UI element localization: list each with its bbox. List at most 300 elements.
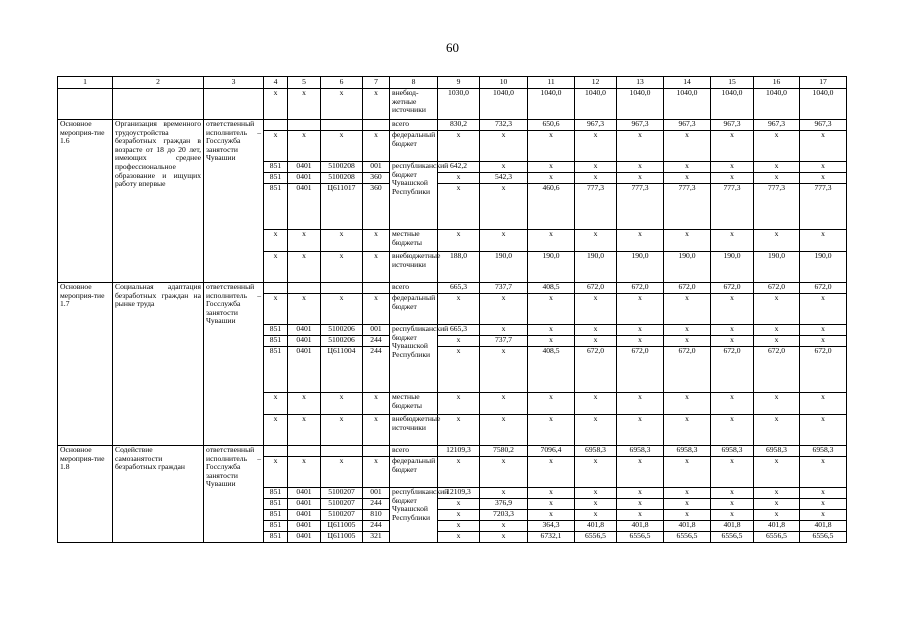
- value-cell: 1040,0: [617, 89, 664, 120]
- code-cell: Ц611005: [321, 532, 363, 543]
- value-cell: 650,6: [528, 120, 575, 131]
- source-cell: республиканский бюджет Чувашской Республики: [390, 162, 438, 230]
- value-cell: х: [754, 336, 800, 347]
- value-cell: х: [575, 131, 617, 162]
- value-cell: х: [480, 488, 528, 499]
- source-cell: местные бюджеты: [390, 393, 438, 415]
- code-cell: 0401: [288, 325, 321, 336]
- code-cell: х: [363, 252, 390, 283]
- value-cell: х: [617, 173, 664, 184]
- code-cell: х: [321, 252, 363, 283]
- column-header: 6: [321, 77, 363, 89]
- value-cell: 190,0: [617, 252, 664, 283]
- value-cell: х: [575, 510, 617, 521]
- value-cell: 401,8: [617, 521, 664, 532]
- column-header: 5: [288, 77, 321, 89]
- value-cell: х: [528, 131, 575, 162]
- empty-cell: [321, 283, 363, 294]
- value-cell: х: [438, 184, 480, 230]
- code-cell: 5100208: [321, 173, 363, 184]
- code-cell: х: [264, 393, 288, 415]
- section-title: Основное мероприя-тие 1.7: [58, 283, 113, 446]
- value-cell: 1030,0: [438, 89, 480, 120]
- value-cell: х: [438, 336, 480, 347]
- source-cell: федеральный бюджет: [390, 457, 438, 488]
- source-cell: внебюджетные источники: [390, 415, 438, 446]
- value-cell: х: [528, 488, 575, 499]
- value-cell: х: [800, 173, 847, 184]
- budget-table: [57, 76, 847, 543]
- value-cell: х: [711, 336, 754, 347]
- column-header: 13: [617, 77, 664, 89]
- value-cell: х: [480, 294, 528, 325]
- code-cell: х: [264, 252, 288, 283]
- value-cell: 672,0: [754, 283, 800, 294]
- value-cell: х: [438, 415, 480, 446]
- value-cell: 190,0: [800, 252, 847, 283]
- code-cell: х: [321, 294, 363, 325]
- section-title: Основное мероприя-тие 1.6: [58, 120, 113, 283]
- value-cell: х: [575, 173, 617, 184]
- code-cell: 244: [363, 336, 390, 347]
- value-cell: 6556,5: [800, 532, 847, 543]
- code-cell: х: [363, 89, 390, 120]
- value-cell: х: [575, 294, 617, 325]
- column-header: 12: [575, 77, 617, 89]
- value-cell: х: [617, 325, 664, 336]
- value-cell: 364,3: [528, 521, 575, 532]
- empty-cell: [288, 120, 321, 131]
- value-cell: х: [480, 230, 528, 252]
- column-header: 9: [438, 77, 480, 89]
- value-cell: х: [664, 336, 711, 347]
- value-cell: х: [800, 294, 847, 325]
- code-cell: 001: [363, 162, 390, 173]
- value-cell: х: [711, 131, 754, 162]
- section-description: Социальная адаптация безработных граждан на рынке труда: [113, 283, 204, 446]
- value-cell: 6958,3: [575, 446, 617, 457]
- value-cell: х: [617, 162, 664, 173]
- value-cell: х: [617, 131, 664, 162]
- code-cell: 851: [264, 521, 288, 532]
- code-cell: 321: [363, 532, 390, 543]
- column-header: 16: [754, 77, 800, 89]
- code-cell: Ц611017: [321, 184, 363, 230]
- value-cell: х: [480, 521, 528, 532]
- value-cell: 6958,3: [711, 446, 754, 457]
- value-cell: х: [617, 499, 664, 510]
- value-cell: х: [575, 336, 617, 347]
- value-cell: х: [575, 457, 617, 488]
- value-cell: 6556,5: [754, 532, 800, 543]
- value-cell: 672,0: [617, 283, 664, 294]
- code-cell: х: [321, 230, 363, 252]
- empty-cell: [321, 446, 363, 457]
- value-cell: х: [711, 510, 754, 521]
- value-cell: х: [754, 230, 800, 252]
- code-cell: 851: [264, 510, 288, 521]
- empty-cell: [321, 120, 363, 131]
- table-body: [58, 77, 847, 543]
- code-cell: х: [321, 393, 363, 415]
- empty-cell: [288, 283, 321, 294]
- column-header: 2: [113, 77, 204, 89]
- responsible-executor: ответственный исполнитель – Госслужба занятости Чувашии: [204, 283, 264, 446]
- code-cell: 851: [264, 347, 288, 393]
- column-header: 3: [204, 77, 264, 89]
- code-cell: Ц611005: [321, 521, 363, 532]
- value-cell: х: [754, 488, 800, 499]
- code-cell: 244: [363, 347, 390, 393]
- value-cell: 7096,4: [528, 446, 575, 457]
- value-cell: 7580,2: [480, 446, 528, 457]
- value-cell: 401,8: [575, 521, 617, 532]
- code-cell: х: [288, 230, 321, 252]
- code-cell: 851: [264, 184, 288, 230]
- value-cell: х: [664, 230, 711, 252]
- value-cell: х: [480, 184, 528, 230]
- code-cell: х: [288, 252, 321, 283]
- code-cell: 851: [264, 162, 288, 173]
- value-cell: 12109,3: [438, 446, 480, 457]
- empty-cell: [113, 89, 204, 120]
- value-cell: х: [800, 415, 847, 446]
- value-cell: х: [617, 488, 664, 499]
- code-cell: х: [363, 457, 390, 488]
- value-cell: 777,3: [617, 184, 664, 230]
- value-cell: 6958,3: [664, 446, 711, 457]
- value-cell: х: [480, 415, 528, 446]
- value-cell: 401,8: [754, 521, 800, 532]
- code-cell: х: [288, 415, 321, 446]
- value-cell: х: [800, 162, 847, 173]
- code-cell: 001: [363, 488, 390, 499]
- section-total-row: [58, 120, 847, 131]
- value-cell: х: [711, 162, 754, 173]
- value-cell: х: [438, 521, 480, 532]
- value-cell: 1040,0: [664, 89, 711, 120]
- code-cell: х: [264, 294, 288, 325]
- value-cell: 967,3: [800, 120, 847, 131]
- code-cell: х: [363, 294, 390, 325]
- value-cell: х: [528, 510, 575, 521]
- code-cell: 5100208: [321, 162, 363, 173]
- value-cell: х: [438, 173, 480, 184]
- value-cell: 401,8: [711, 521, 754, 532]
- code-cell: 360: [363, 184, 390, 230]
- value-cell: х: [800, 510, 847, 521]
- section-description: Организация временного трудоустройства безработных граждан в возрасте от 18 до 20 лет, имеющих среднее профессиональное образование и ищущих работу впервые: [113, 120, 204, 283]
- value-cell: 967,3: [664, 120, 711, 131]
- value-cell: 1040,0: [754, 89, 800, 120]
- value-cell: 672,0: [664, 283, 711, 294]
- value-cell: х: [438, 294, 480, 325]
- code-cell: 0401: [288, 162, 321, 173]
- value-cell: 190,0: [711, 252, 754, 283]
- value-cell: 190,0: [528, 252, 575, 283]
- column-header: 17: [800, 77, 847, 89]
- value-cell: 672,0: [800, 347, 847, 393]
- value-cell: х: [438, 230, 480, 252]
- code-cell: 0401: [288, 499, 321, 510]
- value-cell: х: [754, 325, 800, 336]
- code-cell: 851: [264, 532, 288, 543]
- code-cell: 5100207: [321, 510, 363, 521]
- value-cell: 190,0: [664, 252, 711, 283]
- value-cell: 1040,0: [800, 89, 847, 120]
- column-header: 7: [363, 77, 390, 89]
- value-cell: 672,0: [711, 347, 754, 393]
- empty-cell: [363, 446, 390, 457]
- value-cell: 188,0: [438, 252, 480, 283]
- value-cell: 6958,3: [754, 446, 800, 457]
- code-cell: х: [363, 393, 390, 415]
- value-cell: х: [480, 131, 528, 162]
- value-cell: х: [528, 336, 575, 347]
- value-cell: х: [800, 131, 847, 162]
- source-cell: внебюд-жетные источники: [390, 89, 438, 120]
- column-header: 15: [711, 77, 754, 89]
- value-cell: х: [711, 415, 754, 446]
- value-cell: х: [711, 230, 754, 252]
- value-cell: х: [754, 415, 800, 446]
- column-header: 10: [480, 77, 528, 89]
- source-cell: местные бюджеты: [390, 230, 438, 252]
- value-cell: х: [664, 393, 711, 415]
- source-cell: всего: [390, 446, 438, 457]
- empty-cell: [264, 120, 288, 131]
- value-cell: 732,3: [480, 120, 528, 131]
- value-cell: х: [528, 499, 575, 510]
- value-cell: 6556,5: [617, 532, 664, 543]
- value-cell: 777,3: [664, 184, 711, 230]
- value-cell: х: [528, 457, 575, 488]
- code-cell: х: [363, 415, 390, 446]
- value-cell: х: [617, 415, 664, 446]
- source-cell: всего: [390, 120, 438, 131]
- code-cell: х: [264, 415, 288, 446]
- value-cell: 6958,3: [800, 446, 847, 457]
- value-cell: х: [528, 415, 575, 446]
- value-cell: х: [528, 393, 575, 415]
- code-cell: х: [264, 89, 288, 120]
- value-cell: 672,0: [800, 283, 847, 294]
- code-cell: х: [264, 457, 288, 488]
- column-header: 14: [664, 77, 711, 89]
- value-cell: х: [800, 393, 847, 415]
- value-cell: 672,0: [664, 347, 711, 393]
- value-cell: 967,3: [754, 120, 800, 131]
- value-cell: 967,3: [617, 120, 664, 131]
- value-cell: 672,0: [754, 347, 800, 393]
- value-cell: х: [800, 325, 847, 336]
- value-cell: 672,0: [711, 283, 754, 294]
- value-cell: х: [617, 336, 664, 347]
- empty-cell: [363, 283, 390, 294]
- value-cell: х: [800, 336, 847, 347]
- value-cell: х: [480, 325, 528, 336]
- section-title: Основное мероприя-тие 1.8: [58, 446, 113, 543]
- value-cell: 642,2: [438, 162, 480, 173]
- value-cell: х: [711, 393, 754, 415]
- value-cell: 665,3: [438, 283, 480, 294]
- value-cell: 830,2: [438, 120, 480, 131]
- value-cell: 672,0: [575, 347, 617, 393]
- column-header: 11: [528, 77, 575, 89]
- code-cell: х: [321, 457, 363, 488]
- code-cell: 0401: [288, 532, 321, 543]
- source-cell: федеральный бюджет: [390, 131, 438, 162]
- value-cell: х: [664, 488, 711, 499]
- value-cell: х: [480, 347, 528, 393]
- value-cell: х: [617, 393, 664, 415]
- value-cell: 672,0: [617, 347, 664, 393]
- code-cell: х: [288, 89, 321, 120]
- value-cell: х: [664, 325, 711, 336]
- value-cell: х: [664, 510, 711, 521]
- value-cell: х: [480, 393, 528, 415]
- code-cell: х: [288, 457, 321, 488]
- code-cell: 0401: [288, 521, 321, 532]
- empty-cell: [204, 89, 264, 120]
- value-cell: 7203,3: [480, 510, 528, 521]
- value-cell: х: [754, 393, 800, 415]
- value-cell: х: [800, 457, 847, 488]
- code-cell: 851: [264, 173, 288, 184]
- empty-cell: [288, 446, 321, 457]
- empty-cell: [264, 446, 288, 457]
- empty-cell: [264, 283, 288, 294]
- header-row: [58, 77, 847, 89]
- page-number: 60: [446, 40, 459, 55]
- source-cell: республиканский бюджет Чувашской Республики: [390, 488, 438, 543]
- value-cell: х: [711, 173, 754, 184]
- value-cell: х: [754, 499, 800, 510]
- value-cell: х: [711, 325, 754, 336]
- value-cell: х: [528, 230, 575, 252]
- source-cell: внебюджетные источники: [390, 252, 438, 283]
- value-cell: 967,3: [575, 120, 617, 131]
- value-cell: х: [480, 532, 528, 543]
- code-cell: 0401: [288, 510, 321, 521]
- value-cell: х: [664, 173, 711, 184]
- value-cell: х: [664, 162, 711, 173]
- code-cell: х: [288, 131, 321, 162]
- value-cell: х: [575, 488, 617, 499]
- value-cell: х: [754, 131, 800, 162]
- value-cell: х: [800, 499, 847, 510]
- column-header: 4: [264, 77, 288, 89]
- code-cell: х: [264, 131, 288, 162]
- value-cell: 408,5: [528, 347, 575, 393]
- value-cell: х: [711, 499, 754, 510]
- code-cell: х: [264, 230, 288, 252]
- value-cell: х: [575, 230, 617, 252]
- value-cell: х: [438, 499, 480, 510]
- column-header: 8: [390, 77, 438, 89]
- value-cell: х: [528, 325, 575, 336]
- value-cell: х: [617, 457, 664, 488]
- value-cell: х: [528, 162, 575, 173]
- value-cell: 6958,3: [617, 446, 664, 457]
- value-cell: х: [528, 294, 575, 325]
- code-cell: х: [288, 294, 321, 325]
- section-description: Содействие самозанятости безработных граждан: [113, 446, 204, 543]
- value-cell: х: [438, 347, 480, 393]
- code-cell: 851: [264, 499, 288, 510]
- value-cell: х: [617, 294, 664, 325]
- code-cell: 0401: [288, 336, 321, 347]
- code-cell: 5100206: [321, 325, 363, 336]
- value-cell: 408,5: [528, 283, 575, 294]
- value-cell: 737,7: [480, 283, 528, 294]
- value-cell: 1040,0: [575, 89, 617, 120]
- value-cell: 967,3: [711, 120, 754, 131]
- value-cell: х: [800, 230, 847, 252]
- code-cell: х: [363, 131, 390, 162]
- code-cell: 810: [363, 510, 390, 521]
- value-cell: х: [438, 457, 480, 488]
- value-cell: 737,7: [480, 336, 528, 347]
- code-cell: х: [363, 230, 390, 252]
- code-cell: х: [321, 131, 363, 162]
- value-cell: х: [480, 457, 528, 488]
- code-cell: 0401: [288, 184, 321, 230]
- value-cell: х: [800, 488, 847, 499]
- value-cell: х: [664, 457, 711, 488]
- value-cell: х: [438, 510, 480, 521]
- code-cell: 0401: [288, 173, 321, 184]
- code-cell: 244: [363, 499, 390, 510]
- value-cell: 672,0: [575, 283, 617, 294]
- column-header: 1: [58, 77, 113, 89]
- section-total-row: [58, 446, 847, 457]
- responsible-executor: ответственный исполнитель – Госслужба занятости Чувашии: [204, 446, 264, 543]
- code-cell: 360: [363, 173, 390, 184]
- value-cell: 376,9: [480, 499, 528, 510]
- value-cell: х: [575, 393, 617, 415]
- value-cell: 401,8: [664, 521, 711, 532]
- value-cell: 6732,1: [528, 532, 575, 543]
- value-cell: 6556,5: [711, 532, 754, 543]
- empty-cell: [363, 120, 390, 131]
- value-cell: 12109,3: [438, 488, 480, 499]
- code-cell: х: [321, 89, 363, 120]
- value-cell: х: [664, 499, 711, 510]
- code-cell: 244: [363, 521, 390, 532]
- value-cell: х: [711, 488, 754, 499]
- empty-cell: [58, 89, 113, 120]
- source-cell: федеральный бюджет: [390, 294, 438, 325]
- value-cell: х: [438, 131, 480, 162]
- value-cell: х: [575, 162, 617, 173]
- code-cell: 851: [264, 488, 288, 499]
- value-cell: х: [438, 393, 480, 415]
- value-cell: х: [575, 499, 617, 510]
- value-cell: 1040,0: [480, 89, 528, 120]
- value-cell: 401,8: [800, 521, 847, 532]
- code-cell: х: [321, 415, 363, 446]
- value-cell: 777,3: [800, 184, 847, 230]
- value-cell: х: [754, 457, 800, 488]
- value-cell: х: [480, 162, 528, 173]
- code-cell: Ц611004: [321, 347, 363, 393]
- value-cell: х: [528, 173, 575, 184]
- code-cell: 851: [264, 325, 288, 336]
- value-cell: 665,3: [438, 325, 480, 336]
- value-cell: 777,3: [575, 184, 617, 230]
- continuation-row: [58, 89, 847, 120]
